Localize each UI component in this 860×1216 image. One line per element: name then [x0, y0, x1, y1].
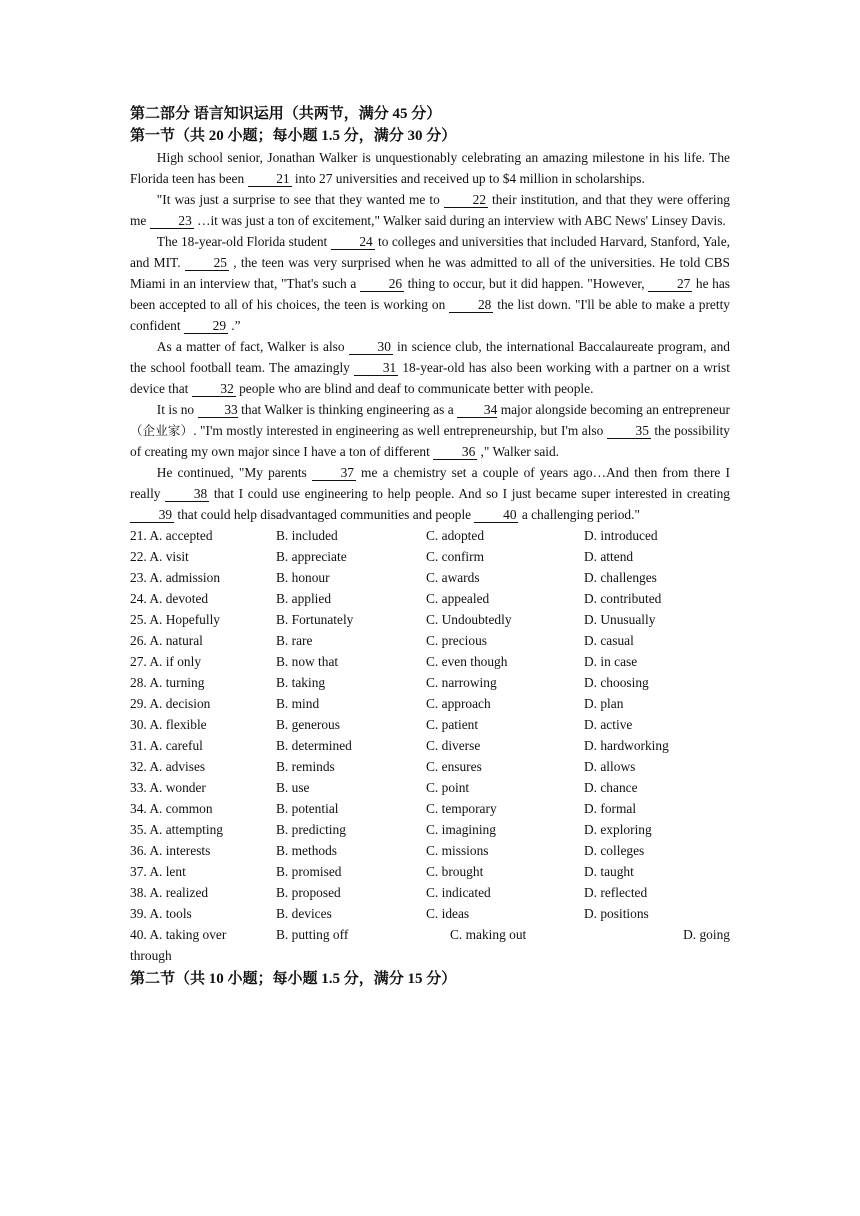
- option-c: C. narrowing: [426, 675, 497, 690]
- option-a: 30. A. flexible: [130, 717, 207, 732]
- blank-27: 27: [648, 276, 692, 292]
- option-row-30: [130, 714, 730, 735]
- option-c: C. point: [426, 780, 470, 795]
- option-row-21: [130, 525, 730, 546]
- option-c: C. confirm: [426, 549, 485, 564]
- text-run: that Walker is thinking engineering as a: [237, 402, 458, 417]
- option-row-37: [130, 861, 730, 882]
- blank-21: 21: [248, 171, 292, 187]
- passage-paragraph-3: [130, 231, 730, 336]
- option-a: 39. A. tools: [130, 906, 192, 921]
- text-run: to colleges and universities that included Harvard, Stanford, Yale, and MIT.: [130, 234, 731, 270]
- option-b: B. rare: [276, 633, 313, 648]
- option-d: D. choosing: [584, 675, 649, 690]
- option-b: B. proposed: [276, 885, 341, 900]
- option-b: B. putting off: [276, 927, 349, 942]
- text-run: As a matter of fact, Walker is also: [156, 339, 349, 354]
- option-a: 25. A. Hopefully: [130, 612, 221, 627]
- text-run: into 27 universities and received up to $4 million in scholarships.: [291, 171, 645, 186]
- option-a: 28. A. turning: [130, 675, 205, 690]
- option-b: B. honour: [276, 570, 330, 585]
- blank-36: 36: [433, 444, 477, 460]
- option-b: B. included: [276, 528, 338, 543]
- options-list: [130, 525, 730, 924]
- option-d: D. contributed: [584, 591, 662, 606]
- option-c: C. approach: [426, 696, 491, 711]
- text-run: in science club, the international Baccalaureate program, and the school football team. The amazingly: [130, 339, 731, 375]
- text-run: . "I'm mostly interested in engineering as well entrepreneurship, but I'm also: [193, 423, 607, 438]
- blank-34: 34: [457, 402, 497, 418]
- blank-37: 37: [312, 465, 356, 481]
- option-d: D. hardworking: [584, 738, 669, 753]
- option-b: B. predicting: [276, 822, 346, 837]
- blank-24: 24: [331, 234, 375, 250]
- option-row-39: [130, 903, 730, 924]
- option-row-38: [130, 882, 730, 903]
- option-d: D. taught: [584, 864, 634, 879]
- option-d: D. allows: [584, 759, 636, 774]
- option-b: B. generous: [276, 717, 340, 732]
- text-run: .”: [227, 318, 241, 333]
- text-run: "It was just a surprise to see that they wanted me to: [156, 192, 444, 207]
- option-b: B. determined: [276, 738, 352, 753]
- option-c: C. brought: [426, 864, 484, 879]
- blank-29: 29: [184, 318, 228, 334]
- blank-40: 40: [474, 507, 518, 523]
- passage-paragraph-5: [130, 399, 730, 462]
- option-row-29: [130, 693, 730, 714]
- option-b: B. devices: [276, 906, 332, 921]
- text-run: thing to occur, but it did happen. "However,: [403, 276, 649, 291]
- option-d: D. formal: [584, 801, 637, 816]
- option-row-33: [130, 777, 730, 798]
- text-run: The 18-year-old Florida student: [156, 234, 331, 249]
- option-d: D. in case: [584, 654, 638, 669]
- option-c: C. diverse: [426, 738, 481, 753]
- text-run: major alongside becoming an entrepreneur: [497, 402, 731, 417]
- text-run: me a chemistry set a couple of years ago…And then from there I really: [130, 465, 730, 501]
- option-d: D. positions: [584, 906, 649, 921]
- option-c: C. ensures: [426, 759, 482, 774]
- option-row-36: [130, 840, 730, 861]
- option-a: 26. A. natural: [130, 633, 203, 648]
- passage-paragraph-6: [130, 462, 730, 525]
- option-d: D. reflected: [584, 885, 648, 900]
- option-d: D. colleges: [584, 843, 645, 858]
- option-c: C. missions: [426, 843, 489, 858]
- passage-paragraph-4: [130, 336, 730, 399]
- option-row-28: [130, 672, 730, 693]
- option-d: D. challenges: [584, 570, 657, 585]
- option-b: B. promised: [276, 864, 342, 879]
- blank-39: 39: [130, 507, 174, 523]
- text-run: He continued, "My parents: [156, 465, 312, 480]
- option-row-40: [130, 924, 730, 945]
- option-d: D. exploring: [584, 822, 652, 837]
- option-d: D. active: [584, 717, 633, 732]
- text-run: It is no: [156, 402, 198, 417]
- option-c: C. appealed: [426, 591, 490, 606]
- option-row-23: [130, 567, 730, 588]
- option-40-wrap: through: [130, 948, 172, 963]
- document-page: [130, 103, 730, 990]
- option-c: C. making out: [450, 927, 527, 942]
- blank-28: 28: [449, 297, 493, 313]
- option-row-32: [130, 756, 730, 777]
- text-run: the possibility of creating my own major since I have a ton of different: [130, 423, 730, 459]
- option-a: 37. A. lent: [130, 864, 186, 879]
- option-b: B. taking: [276, 675, 326, 690]
- option-c: C. indicated: [426, 885, 491, 900]
- option-row-34: [130, 798, 730, 819]
- text-run: …it was just a ton of excitement," Walker said during an interview with ABC News' Linsey Davis.: [193, 213, 726, 228]
- option-b: B. use: [276, 780, 310, 795]
- blank-35: 35: [607, 423, 651, 439]
- option-d: D. chance: [584, 780, 638, 795]
- option-d: D. plan: [584, 696, 624, 711]
- option-a: 23. A. admission: [130, 570, 221, 585]
- blank-32: 32: [192, 381, 236, 397]
- option-d: D. introduced: [584, 528, 658, 543]
- blank-31: 31: [354, 360, 398, 376]
- option-a: 21. A. accepted: [130, 528, 213, 543]
- option-a: 40. A. taking over: [130, 927, 227, 942]
- blank-22: 22: [444, 192, 488, 208]
- option-d: D. casual: [584, 633, 634, 648]
- blank-30: 30: [349, 339, 393, 355]
- text-run: that I could use engineering to help people. And so I just became super interested in creating: [209, 486, 730, 501]
- text-run: 18-year-old has also been working with a partner on a wrist device that: [130, 360, 730, 396]
- option-a: 22. A. visit: [130, 549, 189, 564]
- passage-paragraph-1: [130, 147, 730, 189]
- text-run: that could help disadvantaged communities and people: [174, 507, 475, 522]
- option-row-24: [130, 588, 730, 609]
- text-run: people who are blind and deaf to communicate better with people.: [235, 381, 594, 396]
- option-row-26: [130, 630, 730, 651]
- option-c: C. imagining: [426, 822, 496, 837]
- option-a: 31. A. careful: [130, 738, 203, 753]
- section-title: 第二部分 语言知识运用（共两节，满分 45 分）: [130, 106, 442, 122]
- option-a: 36. A. interests: [130, 843, 211, 858]
- option-b: B. reminds: [276, 759, 335, 774]
- blank-38: 38: [165, 486, 209, 502]
- option-c: C. temporary: [426, 801, 497, 816]
- option-a: 29. A. decision: [130, 696, 211, 711]
- text-run: , the teen was very surprised when he was admitted to all of the universities. He told CBS Miami in an interview that, "That's such a: [130, 255, 730, 291]
- option-c: C. even though: [426, 654, 508, 669]
- text-run: High school senior, Jonathan Walker is unquestionably celebrating an amazing milestone in his life. The Florida teen has been: [130, 150, 730, 186]
- option-b: B. appreciate: [276, 549, 347, 564]
- blank-25: 25: [185, 255, 229, 271]
- option-a: 35. A. attempting: [130, 822, 223, 837]
- text-run: a challenging period.": [518, 507, 640, 522]
- option-c: C. Undoubtedly: [426, 612, 512, 627]
- option-row-25: [130, 609, 730, 630]
- blank-33: 33: [198, 402, 238, 418]
- blank-26: 26: [360, 276, 404, 292]
- option-row-22: [130, 546, 730, 567]
- option-c: C. precious: [426, 633, 487, 648]
- option-b: B. now that: [276, 654, 339, 669]
- option-a: 27. A. if only: [130, 654, 202, 669]
- option-b: B. applied: [276, 591, 332, 606]
- option-d: D. going: [683, 927, 730, 942]
- option-row-31: [130, 735, 730, 756]
- passage-paragraph-2: [130, 189, 730, 231]
- text-run: he has been accepted to all of his choices, the teen is working on: [130, 276, 731, 312]
- option-a: 32. A. advises: [130, 759, 206, 774]
- option-c: C. adopted: [426, 528, 485, 543]
- text-run: their institution, and that they were offering me: [130, 192, 730, 228]
- option-b: B. methods: [276, 843, 338, 858]
- text-run: the list down. "I'll be able to make a pretty confident: [130, 297, 730, 333]
- option-a: 33. A. wonder: [130, 780, 206, 795]
- option-c: C. patient: [426, 717, 479, 732]
- part2-title: 第二节（共 10 小题；每小题 1.5 分，满分 15 分）: [130, 971, 457, 987]
- option-a: 24. A. devoted: [130, 591, 209, 606]
- option-d: D. Unusually: [584, 612, 656, 627]
- option-b: B. potential: [276, 801, 339, 816]
- part1-title: 第一节（共 20 小题；每小题 1.5 分，满分 30 分）: [130, 128, 457, 144]
- option-row-35: [130, 819, 730, 840]
- option-row-27: [130, 651, 730, 672]
- option-c: C. awards: [426, 570, 480, 585]
- option-a: 38. A. realized: [130, 885, 209, 900]
- chinese-gloss: （企业家）: [130, 423, 194, 438]
- option-b: B. mind: [276, 696, 320, 711]
- option-b: B. Fortunately: [276, 612, 354, 627]
- blank-23: 23: [150, 213, 194, 229]
- option-d: D. attend: [584, 549, 634, 564]
- text-run: ," Walker said.: [477, 444, 560, 459]
- option-a: 34. A. common: [130, 801, 213, 816]
- option-c: C. ideas: [426, 906, 470, 921]
